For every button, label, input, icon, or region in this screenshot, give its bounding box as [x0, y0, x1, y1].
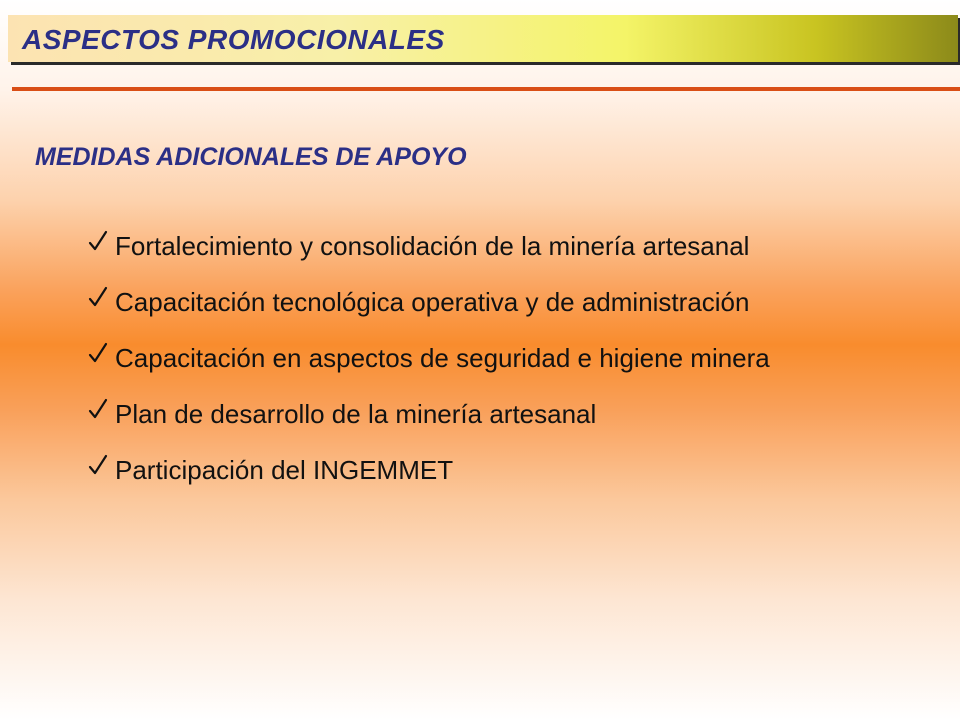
bullet-item — [88, 228, 910, 264]
bullet-text: Capacitación tecnológica operativa y de administración — [115, 287, 750, 317]
checkmark-icon — [88, 397, 108, 421]
bullet-item — [88, 340, 910, 376]
bullet-text: Plan de desarrollo de la minería artesanal — [115, 399, 597, 429]
title-banner — [8, 15, 958, 62]
bullet-item — [88, 284, 910, 320]
page-title: ASPECTOS PROMOCIONALES — [22, 24, 445, 55]
checkmark-icon — [88, 453, 108, 477]
bullet-list — [88, 228, 910, 508]
section-subtitle: MEDIDAS ADICIONALES DE APOYO — [35, 143, 467, 171]
checkmark-icon — [88, 285, 108, 309]
bullet-text: Capacitación en aspectos de seguridad e higiene minera — [115, 343, 770, 373]
checkmark-icon — [88, 341, 108, 365]
section-divider — [12, 87, 960, 91]
bullet-text: Fortalecimiento y consolidación de la minería artesanal — [115, 231, 750, 261]
bullet-text: Participación del INGEMMET — [115, 455, 454, 485]
bullet-item — [88, 396, 910, 432]
checkmark-icon — [88, 229, 108, 253]
bullet-item — [88, 452, 910, 488]
